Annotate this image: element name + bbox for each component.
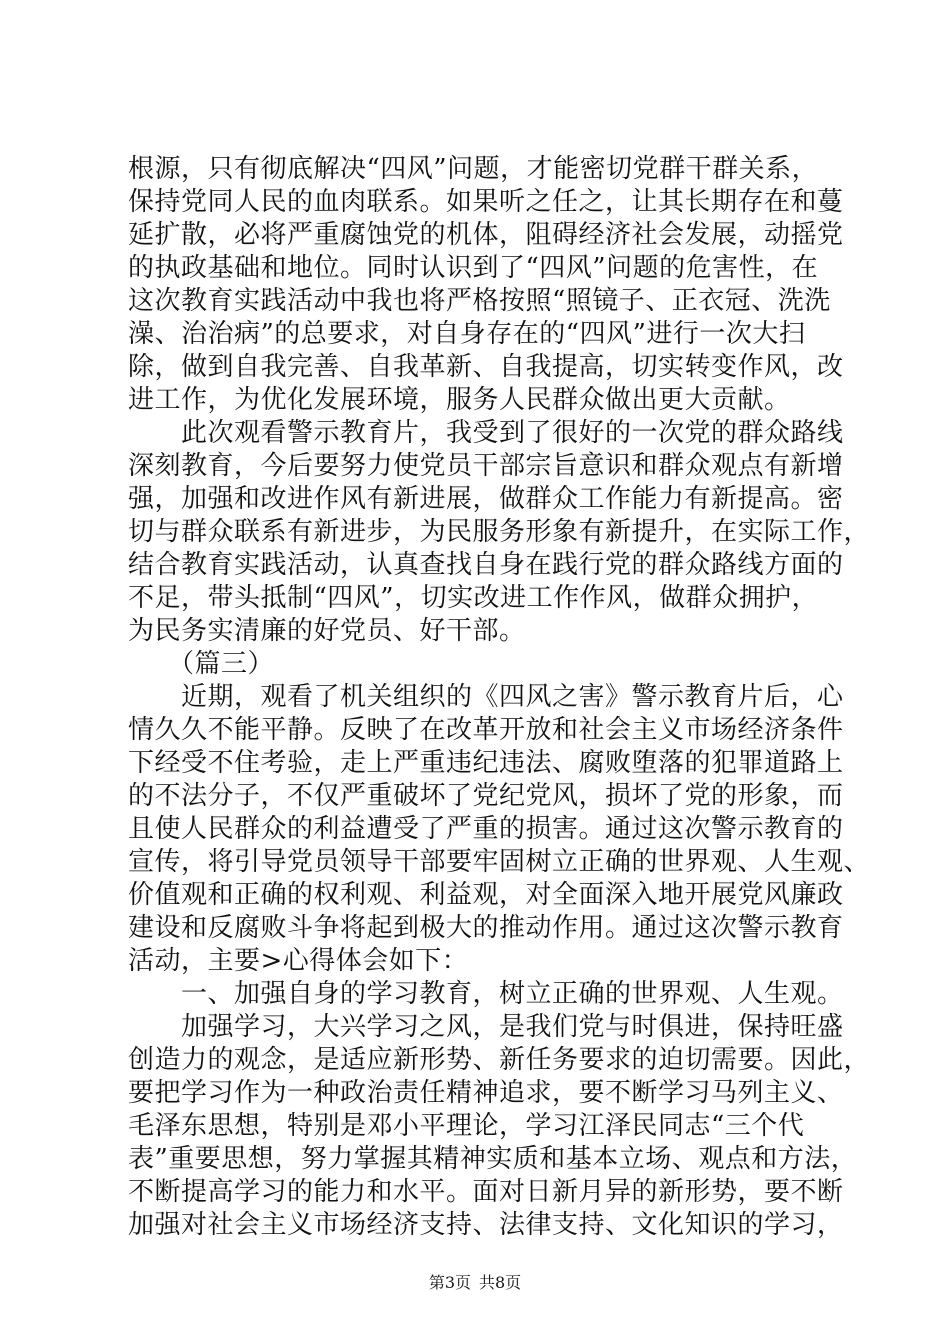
text-line: 近期，观看了机关组织的《四风之害》警示教育片后，心 xyxy=(128,682,844,712)
text-line: 进工作，为优化发展环境，服务人民群众做出更大贡献。 xyxy=(128,385,791,415)
text-line: 除，做到自我完善、自我革新、自我提高，切实转变作风，改 xyxy=(128,352,844,382)
page-number: 第3页 xyxy=(428,1273,471,1292)
text-line: （篇三） xyxy=(128,649,275,679)
text-line: 的执政基础和地位。同时认识到了“四风”问题的危害性，在 xyxy=(128,253,819,283)
text-line: 的不法分子，不仅严重破坏了党纪党风，损坏了党的形象，而 xyxy=(128,781,844,811)
text-line: 保持党同人民的血肉联系。如果听之任之，让其长期存在和蔓 xyxy=(128,187,844,217)
text-line: 价值观和正确的权利观、利益观，对全面深入地开展党风廉政 xyxy=(128,880,844,910)
text-line: 加强对社会主义市场经济支持、法律支持、文化知识的学习， xyxy=(128,1210,844,1240)
text-line: 为民务实清廉的好党员、好干部。 xyxy=(128,616,526,646)
text-line: 延扩散，必将严重腐蚀党的机体，阻碍经济社会发展，动摇党 xyxy=(128,220,844,250)
text-line: 一、加强自身的学习教育，树立正确的世界观、人生观。 xyxy=(128,979,844,1009)
text-line: 要把学习作为一种政治责任精神追求，要不断学习马列主义、 xyxy=(128,1078,844,1108)
text-line: 建设和反腐败斗争将起到极大的推动作用。通过这次警示教育 xyxy=(128,913,844,943)
text-line: 活动，主要>心得体会如下： xyxy=(128,946,469,976)
text-line: 强，加强和改进作风有新进展，做群众工作能力有新提高。密 xyxy=(128,484,844,514)
text-line: 创造力的观念，是适应新形势、新任务要求的迫切需要。因此， xyxy=(128,1045,871,1075)
text-line: 情久久不能平静。反映了在改革开放和社会主义市场经济条件 xyxy=(128,715,844,745)
document-body xyxy=(128,153,871,1242)
text-line: 下经受不住考验，走上严重违纪违法、腐败堕落的犯罪道路上 xyxy=(128,748,844,778)
text-line: 这次教育实践活动中我也将严格按照“照镜子、正衣冠、洗洗 xyxy=(128,286,831,316)
text-line: 深刻教育，今后要努力使党员干部宗旨意识和群众观点有新增 xyxy=(128,451,844,481)
page-footer xyxy=(0,1270,950,1293)
text-line: 加强学习，大兴学习之风，是我们党与时俱进，保持旺盛 xyxy=(128,1012,844,1042)
text-line: 澡、治治病”的总要求，对自身存在的“四风”进行一次大扫 xyxy=(128,319,806,349)
text-line: 结合教育实践活动，认真查找自身在践行党的群众路线方面的 xyxy=(128,550,844,580)
text-line: 切与群众联系有新进步，为民服务形象有新提升，在实际工作， xyxy=(128,517,871,547)
total-pages: 共8页 xyxy=(479,1273,522,1292)
text-line: 毛泽东思想，特别是邓小平理论，学习江泽民同志“三个代 xyxy=(128,1111,805,1141)
text-line: 表”重要思想，努力掌握其精神实质和基本立场、观点和方法， xyxy=(128,1144,858,1174)
text-line: 此次观看警示教育片，我受到了很好的一次党的群众路线 xyxy=(128,418,844,448)
text-line: 不足，带头抵制“四风”，切实改进工作作风，做群众拥护， xyxy=(128,583,819,613)
text-line: 不断提高学习的能力和水平。面对日新月异的新形势，要不断 xyxy=(128,1177,844,1207)
text-line: 根源，只有彻底解决“四风”问题，才能密切党群干群关系， xyxy=(128,154,819,184)
text-line: 且使人民群众的利益遭受了严重的损害。通过这次警示教育的 xyxy=(128,814,844,844)
text-line: 宣传，将引导党员领导干部要牢固树立正确的世界观、人生观、 xyxy=(128,847,871,877)
